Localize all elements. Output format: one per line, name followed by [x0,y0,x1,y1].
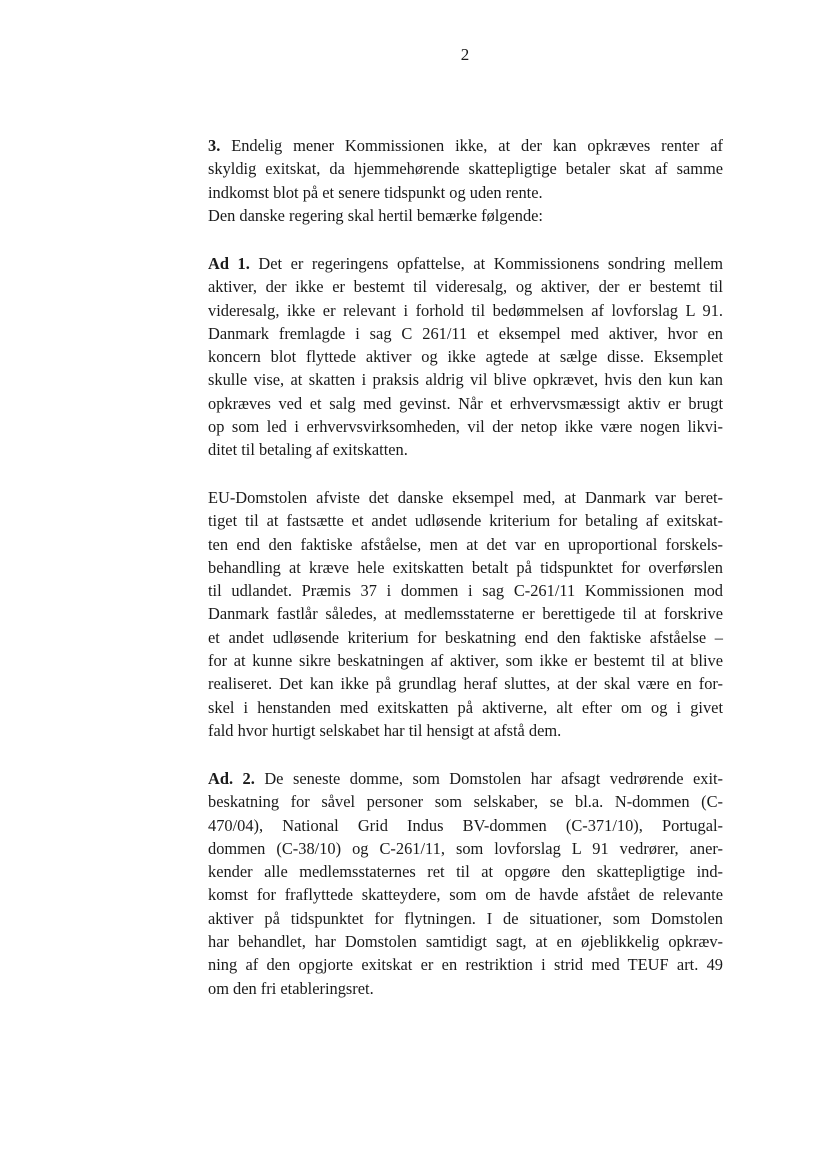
line-text: Endelig mener Kommissionen ikke, at der kan opkræves renter af [231,136,723,155]
line-text: EU-Domstolen afviste det danske eksempel med, at Danmark var beret- [208,488,723,507]
line-text: dommen (C-38/10) og C-261/11, som lovforslag L 91 vedrører, aner- [208,838,723,858]
line-text: om den fri etableringsret. [208,978,374,998]
line-text: De seneste domme, som Domstolen har afsagt vedrørende exit- [264,769,724,788]
text-line [208,883,723,906]
line-text: til udlandet. Præmis 37 i dommen i sag C-261/11 Kommissionen mod [208,581,723,601]
text-line [208,907,723,930]
text-line [208,579,723,602]
line-text: Danmark fastlår således, at medlemsstaterne er berettigede til at forskrive [208,604,723,624]
line-text: aktiver på tidspunktet for flytningen. I de situationer, som Domstolen [208,908,723,928]
line-text: op som led i erhvervsvirksomheden, vil der netop ikke være nogen likvi- [208,417,723,437]
paragraph-lead: 3. [208,136,221,155]
line-text: tiget til at fastsætte et andet udløsende kriterium for betaling af exitskat- [208,511,723,531]
line-text: videresalg, ikke er relevant i forhold til bedømmelsen af lovforslag L 91. [208,300,723,320]
text-line [208,977,723,1000]
text-line [208,322,723,345]
line-text: Danmark fremlagde i sag C 261/11 et eksempel med aktiver, hvor en [208,323,723,343]
text-line [208,860,723,883]
text-line [208,486,723,509]
line-text: ning af den opgjorte exitskat er en restriktion i strid med TEUF art. 49 [208,955,723,975]
text-line [208,345,723,368]
line-text: kender alle medlemsstaternes ret til at opgøre den skattepligtige ind- [208,862,723,882]
text-line [208,204,723,227]
text-line [208,696,723,719]
text-line [208,181,723,204]
line-text: 470/04), National Grid Indus BV-dommen (C-371/10), Portugal- [208,815,723,835]
line-text: aktiver, der ikke er bestemt til videresalg, og aktiver, der er bestemt til [208,277,723,297]
line-text: komst for fraflyttede skatteydere, som om de havde afstået de relevante [208,885,723,905]
text-line [208,814,723,837]
text-line [208,602,723,625]
text-line [208,556,723,579]
text-line [208,275,723,298]
text-line [208,299,723,322]
page-number: 2 [460,45,470,64]
text-line [208,719,723,742]
line-text: Den danske regering skal hertil bemærke følgende: [208,205,543,225]
text-line [208,837,723,860]
line-text: ten end den faktiske afståelse, men at det var en uproportional forskels- [208,534,723,554]
line-text: et andet udløsende kriterium for beskatning end den faktiske afståelse – [208,627,723,647]
text-line [208,368,723,391]
text-line [208,157,723,180]
line-text: koncern blot flyttede aktiver og ikke agtede at sælge disse. Eksemplet [208,347,723,367]
text-line [208,649,723,672]
text-line [208,533,723,556]
line-text: fald hvor hurtigt selskabet har til hensigt at afstå dem. [208,720,562,740]
paragraph-3 [208,134,723,227]
line-text: behandling at kræve hele exitskatten betalt på tidspunktet for overførslen [208,557,723,577]
paragraph-lead: Ad. 2. [208,769,255,788]
line-text: realiseret. Det kan ikke på grundlag heraf sluttes, at der skal være en for- [208,674,723,694]
paragraph-ad-1 [208,252,723,462]
line-text: Det er regeringens opfattelse, at Kommissionens sondring mellem [258,254,723,273]
line-text: beskatning for såvel personer som selskaber, se bl.a. N-dommen (C- [208,792,723,812]
line-text: skyldig exitskat, da hjemmehørende skattepligtige betaler skat af samme [208,159,723,179]
text-line [208,438,723,461]
text-line [208,953,723,976]
line-text: indkomst blot på et senere tidspunkt og uden rente. [208,182,543,202]
line-text: opkræves ved et salg med gevinst. Når et erhvervsmæssigt aktiv er brugt [208,393,723,413]
line-text: har behandlet, har Domstolen samtidigt sagt, at en øjeblikkelig opkræv- [208,932,723,952]
line-text: skulle vise, at skatten i praksis aldrig vil blive opkrævet, hvis den kun kan [208,370,723,390]
text-line [208,790,723,813]
paragraph-ad-2 [208,767,723,1000]
line-text: skel i henstanden med exitskatten på aktiverne, alt efter om og i givet [208,697,723,717]
line-text: ditet til betaling af exitskatten. [208,440,408,460]
text-line [208,415,723,438]
paragraph-eu-domstolen [208,486,723,742]
text-line [208,767,723,790]
text-line [208,672,723,695]
text-line [208,392,723,415]
line-text: for at kunne sikre beskatningen af aktiver, som ikke er bestemt til at blive [208,651,723,671]
text-line [208,626,723,649]
text-line [208,509,723,532]
paragraph-lead: Ad 1. [208,254,250,273]
text-line [208,252,723,275]
text-line [208,134,723,157]
text-line [208,930,723,953]
